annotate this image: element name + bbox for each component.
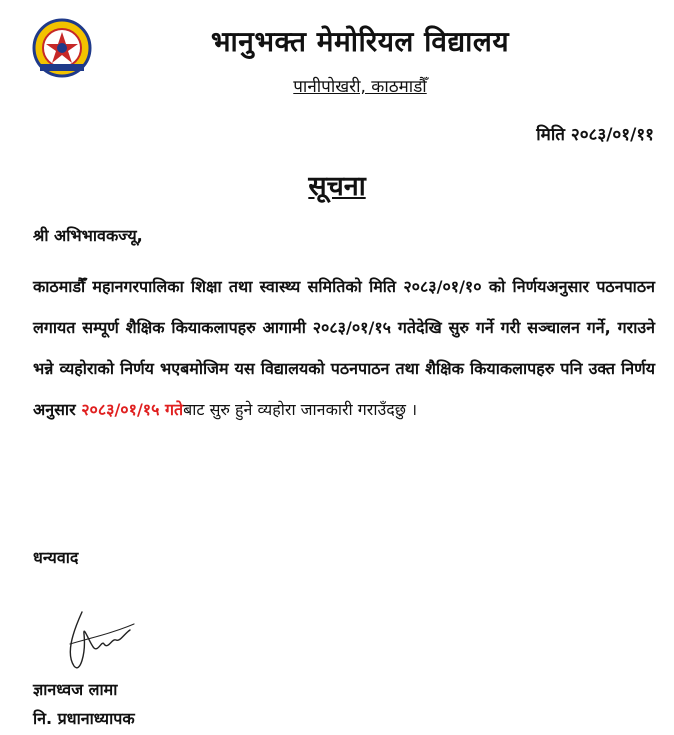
body-part-2: यस विद्यालयको पठनपाठन तथा शैक्षिक कियाकलापहरु पनि उक्त निर्णय अनुसार — [33, 359, 655, 419]
body-part-1: काठमाडौँ महानगरपालिका शिक्षा तथा स्वास्थ्य समितिको मिति २०८३/०१/१० को निर्णयअनुसार पठनपाठन लगायत सम्पूर्ण शैक्षिक कियाकलापहरु आगामी २०८३/०१/१५ गतेदेखि सुरु गर्ने गरी सञ्चालन गर्ने, गराउने भन्ने व्यहोराको निर्णय भएबमोजिम — [33, 277, 655, 378]
school-address: पानीपोखरी, काठमाडौँ — [293, 77, 427, 97]
signature-image — [60, 604, 140, 674]
closing: धन्यवाद — [33, 548, 79, 567]
notice-title: सूचना — [308, 171, 366, 202]
body-highlight-date: २०८३/०१/१५ गते — [81, 400, 184, 419]
school-logo — [32, 18, 92, 78]
notice-body — [33, 266, 655, 430]
notice-date: मिति २०८३/०१/११ — [536, 125, 654, 145]
signer-name: ज्ञानध्वज लामा — [33, 680, 118, 699]
salutation: श्री अभिभावकज्यू, — [33, 226, 143, 245]
body-part-3: बाट सुरु हुने व्यहोरा जानकारी गराउँदछु । — [183, 400, 418, 419]
signer-title: नि. प्रधानाध्यापक — [33, 709, 135, 728]
school-name: भानुभक्त मेमोरियल विद्यालय — [210, 25, 510, 58]
